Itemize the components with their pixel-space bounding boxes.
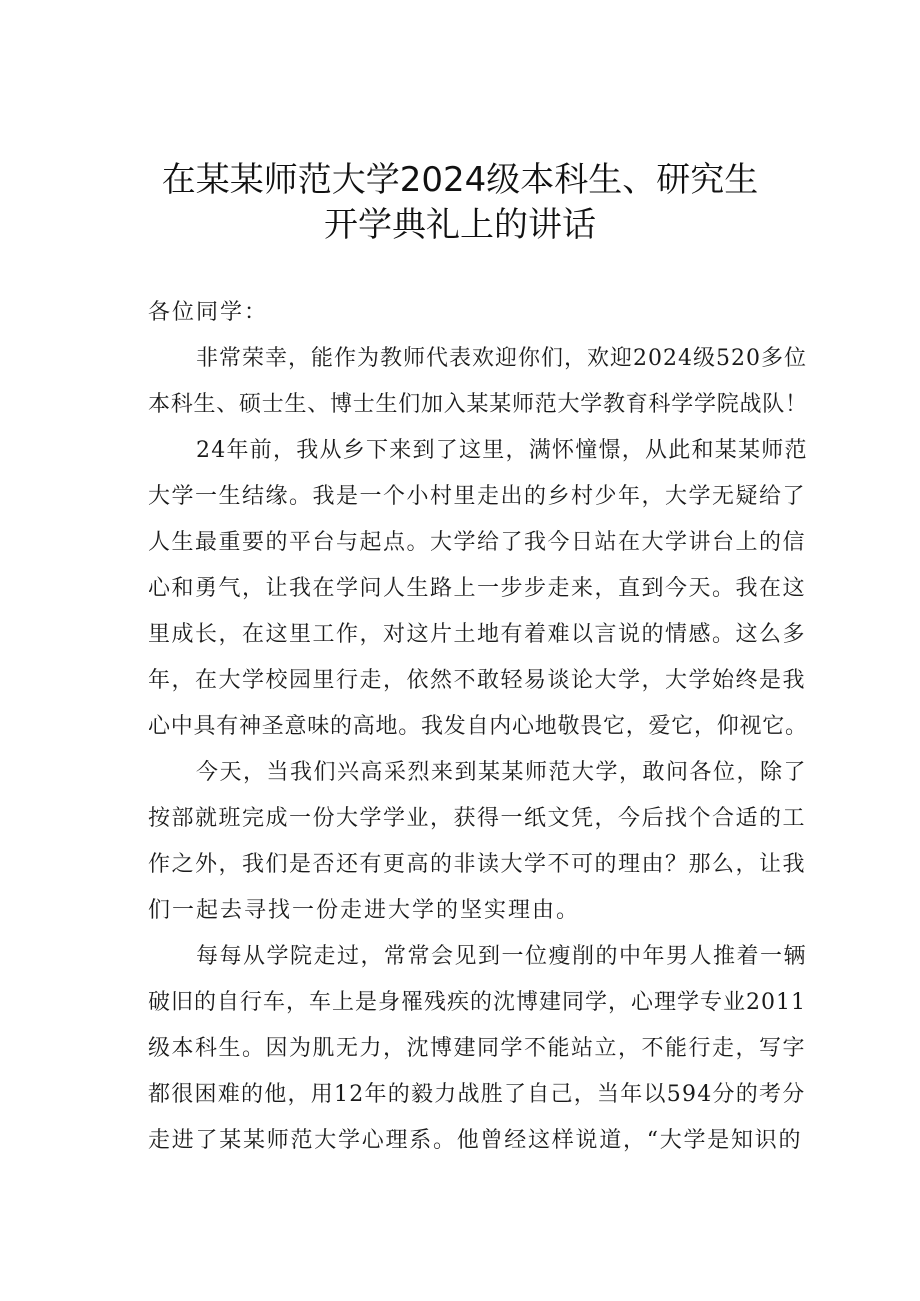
text-line: 破旧的自行车，车上是身罹残疾的沈博建同学，心理学专业2011 [148,990,806,1015]
text-line: 大学一生结缘。我是一个小村里走出的乡村少年，大学无疑给了 [148,484,807,509]
text-line: 里成长，在这里工作，对这片土地有着难以言说的情感。这么多 [148,622,807,647]
text-line: 年，在大学校园里行走，依然不敢轻易谈论大学，大学始终是我 [148,668,807,693]
text-line: 非常荣幸，能作为教师代表欢迎你们，欢迎2024级520多位 [196,346,807,371]
text-line: 都很困难的他，用12年的毅力战胜了自己，当年以594分的考分 [148,1082,806,1107]
text-line: 心中具有神圣意味的高地。我发自内心地敬畏它，爱它，仰视它。 [148,714,808,739]
document-title-line-1: 在某某师范大学2024级本科生、研究生 [161,160,759,200]
salutation: 各位同学： [148,300,269,325]
text-line: 级本科生。因为肌无力，沈博建同学不能站立，不能行走，写字 [148,1036,807,1061]
text-line: 作之外，我们是否还有更高的非读大学不可的理由？那么，让我 [148,852,807,877]
text-line: 们一起去寻找一份走进大学的坚实理由。 [148,898,581,923]
text-line: 每每从学院走过，常常会见到一位瘦削的中年男人推着一辆 [196,944,808,969]
text-line: 按部就班完成一份大学学业，获得一纸文凭，今后找个合适的工 [148,806,807,831]
text-line: 今天，当我们兴高采烈来到某某师范大学，敢问各位，除了 [196,760,808,785]
text-line: 本科生、硕士生、博士生们加入某某师范大学教育科学学院战队！ [148,392,808,417]
text-line: 24年前，我从乡下来到了这里，满怀憧憬，从此和某某师范 [196,438,808,463]
text-line: 心和勇气，让我在学问人生路上一步步走来，直到今天。我在这 [148,576,807,601]
text-line: 人生最重要的平台与起点。大学给了我今日站在大学讲台上的信 [148,530,807,555]
document-title-line-2: 开学典礼上的讲话 [324,205,596,245]
text-line: 走进了某某师范大学心理系。他曾经这样说道，“大学是知识的 [148,1128,803,1153]
